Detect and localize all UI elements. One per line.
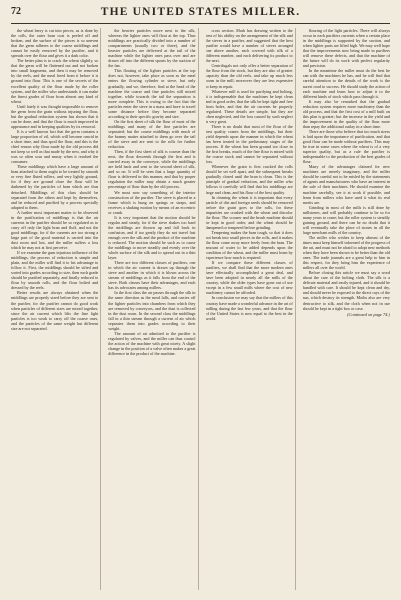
paragraph: A further most important matter to be observed in the purification of middlings is that the air currents in the purifier should be so regulated as to carry off only the light bran and fluff, and not the good middlings; for if the currents are too strong a large part of the good material is carried into the dust room and lost, and the miller suffers a loss which he may not at first perceive. [11,209,99,251]
paragraph: Centrifugals not only offer a better separation of the flour from the stock, but they are also of greater capacity than the old reels, and take up much less room in the mill; moreover they are less expensive to keep in repair. [205,63,293,89]
masthead-title: THE UNITED STATES MILLER. [100,6,301,18]
paragraph: Tempering makes the bran tough, so that it does not break into small pieces in the rolls, and it makes the flour come away more freely from the bran. The amount of water to be added depends upon the condition of the wheat, and the miller must learn by experience how much is required. [205,229,293,261]
column-2 [108,28,198,590]
paragraph: It may also be remarked that the gradual reduction system requires more machinery than the old process, and that the first cost of a mill built on this plan is greater; but the increase in the yield and the improvement in the quality of the flour more than repay the additional outlay in a short time. [302,98,390,129]
page-header [11,6,390,20]
header-rule [11,23,390,24]
paragraph: In the first class the air passes through the silk in the same direction as the meal falls, and carries off the lighter particles into chambers from which they are removed by conveyors, and the dust is collected in the dust room. In the second class the middlings fall in a thin stream through a current of air which separates them into grades according to their weight. [108,290,196,331]
paragraph: There are two different classes of purifiers, one in which the air current is drawn up through the sieve and another in which it is blown across the stream of middlings as it falls from the end of the sieve. Both classes have their advantages, and each has its advocates among millers. [108,260,196,291]
paragraph: Grinding in most of the mills is still done by millstones, and will probably continue to be so for many years to come; but the roller system is steadily gaining ground, and there can be no doubt that it will eventually take the place of stones in all the large merchant mills of the country. [302,204,390,235]
paragraph: Many of the advantages claimed for new machines are merely imaginary, and the miller should be careful not to be misled by the statements of agents and manufacturers who have an interest in the sale of their machines. He should examine the machine carefully, see it at work if possible, and learn from millers who have used it what its real merits are. [302,164,390,205]
paragraph: The better plan is to crack the wheat slightly, so that the germ will be flattened out and not broken into small fragments, and then it may be removed by the reels, and the meal freed from it before it is ground into flour. This is one of the secrets of the excellent quality of the flour made by the roller system, and the miller who understands it can make the finest grades of flour from almost any kind of wheat. [11,58,99,104]
page-number: 72 [11,6,21,17]
paragraph: On the first sheet of silk the flour of most of the middlings and many of the fine particles are separated; but the coarse middlings with much of the branny matter attached to them go over the tail of the sieve and are sent to the rolls for further reduction. [108,118,196,150]
article-columns [11,28,390,590]
paragraph: Before closing this article we must say a word about the care of the bolting cloth. The silk is a delicate material and easily injured, and it should be handled with care. It should be kept clean and dry, and should never be exposed to the direct rays of the sun, which destroy its strength. Moths also are very destructive to silk, and the cloth when not in use should be kept in a tight box or case. [302,270,390,311]
paragraph: These middlings which have a large amount of bran attached to them ought to be treated by smooth or very fine fluted rollers, and very lightly ground, for if they are ground close the flour will be darkened by the particles of bran which are thus detached. Middlings of this class should be separated from the others and kept by themselves, and be reduced and purified by a process specially adapted to them. [11,164,99,210]
continued-note: (Continued on page 74.) [347,311,390,317]
paragraph: Then, if the first sheet of silk is coarser than the next, the flour descends through the first and is carried away in the conveyor, while the middlings are held back and sent to the second sheet of silk, and so on. It will be seen that a large quantity of flour is delivered in this manner, and that by proper regulation the miller may obtain a much greater percentage of flour than by the old process. [108,149,196,190]
paragraph: There is no doubt that most of the flour of the best quality comes from the middlings, but their yield depends upon the manner in which the wheat has been treated in the preliminary stages of the process. If the wheat has been ground too close in the first breaks, much of the fine flour is mixed with the coarse stock and cannot be separated without loss. [205,123,293,165]
paragraph: If we compare these different classes of purifiers, we shall find that the more modern ones have effectually accomplished a great deal, and have been adopted in nearly all the mills of the country, while the older types have gone out of use except in a few small mills where the cost of new machinery cannot be afforded. [205,260,293,296]
column-3 [206,28,296,590]
paragraph: Whenever the grain is first cracked the rolls should be set well apart, and the subsequent breaks gradually closed until the bran is clean. This is the principle of gradual reduction, and the miller who follows it carefully will find that his middlings are large and clean, and his flour of the best quality. [205,164,293,195]
paragraph: the heavier particles move next to the silk, whereas the lighter ones will float at the top. Thus middlings are practically divided into a number of compartments (usually two or three), and the heavier particles are delivered at the tail of the machine while the lighter ones pass over and are drawn off into the different spouts by the suction of the fan. [108,28,196,69]
paragraph: It is very important that the motion should be regular and steady, for if the sieve shakes too hard the middlings are thrown up and fall back in confusion, and if too gently they do not travel fast enough over the silk and the product of the machine is reduced. The motion should be such as to cause the middlings to move steadily and evenly over the whole surface of the silk and to spread out in a thin layer. [108,214,196,261]
paragraph: Better results are always obtained when the middlings are properly sized before they are sent to the purifier, for the purifier cannot do good work when particles of different sizes are mixed together, since the air current which lifts the fine light particles is too weak to carry off the coarse ones, and the particles of the same weight but different size are not separated. [11,290,99,331]
paragraph: This floating of the lighter particles at the top does not, however, take place as soon as the meal enters the flowing cylinder or sieve, but only gradually, and we, therefore, find at the head of the machine the coarse and fine particles still mixed together, while towards the tail the separation is more complete. This is owing to the fact that the particles enter the sieve in a mass and have to travel some distance before they become separated according to their specific gravity and size. [108,68,196,119]
paragraph: the wheat berry is cut into pieces, as is done by the rolls, the outer bran coat is peeled off and broken, and the surface of the pieces is so uneven that the germ adheres to the coarse middlings and cannot be easily removed by the purifier, and it spreads over the flour and gives it a dark color. [11,28,99,59]
paragraph: Until lately it was thought impossible to remove the germ from the grain without injuring the flour, but the gradual reduction system has shown that it can be done, and that the flour is much improved in appearance and in keeping qualities by its removal. [11,103,99,129]
paragraph: Whatever mill is used for purifying and bolting, it is indispensable that the machines be kept clean and in good order, that the silk be kept tight and free from holes, and that the air currents be properly regulated. These details are simple, but they are often neglected, and the loss caused by such neglect is very great. [205,88,293,124]
paragraph: In the meantime the miller must do the best he can with the machines he has, and he will find that careful attention to the details of the work is the surest road to success. He should study the action of each machine and learn how to adjust it to the different kinds of stock which pass through it. [302,68,390,99]
paragraph: It is a well known fact that the germ contains a large proportion of oil, which will become rancid in a short time, and thus spoil the flour, and this is the chief reason why flour made by the old process did not keep so well as that made by the new, and why it was so often sour and musty when it reached the consumer. [11,128,99,165]
paragraph: In cleaning the wheat it is important that every particle of dirt and foreign seeds should be removed before the grain goes to the rolls, for these impurities are crushed with the wheat and discolor the flour. The scourer and the brush machine should be kept in good order, and the wheat should be dampened or tempered before grinding. [205,194,293,230]
column-4-body [303,28,390,311]
column-4 [303,28,390,590]
paragraph: The miller who wishes to keep abreast of the times must keep himself informed of the progress of the art, and must not be afraid to adopt new methods when they have been shown to be better than the old ones. The trade journals are a great help to him in this respect, for they bring him the experience of millers all over the world. [302,234,390,271]
column-1 [11,28,101,590]
paragraph: There are those who believe that too much stress is laid upon the importance of purification, and that good flour can be made without purifiers. This may be true in some cases where the wheat is of a very superior quality, but as a rule the purifier is indispensable to the production of the best grades of flour. [302,128,390,165]
paragraph: cross section. Mark has drawing written to the best of his ability on the arrangement of the silk and the sieves in a purifier, and suggested that the best purifier would have a number of sieves arranged one above another, each covered with silk of a different number, and each delivering its product to the next. [205,28,293,64]
paragraph: In conclusion we may say that the millers of this country have made a wonderful advance in the art of milling during the last few years, and that the flour of the United States is now equal to the best in the world. [205,295,293,321]
paragraph: The amount of air admitted to the purifier is regulated by valves, and the miller can thus control the action of the machine with great nicety. A slight change in the position of a valve often makes a great difference in the product of the machine. [108,330,196,356]
paragraph: We must now say something of the interior construction of the purifier. The sieve is placed in a frame which is hung on springs or straps, and receives a shaking motion by means of an eccentric or crank. [108,189,196,215]
paragraph: If we examine the gum injurious influence of the middlings, the process of reduction is simple and plain, and the miller will find it to his advantage to follow it. First, the middlings should be sifted and sorted into grades according to size, then each grade should be purified separately, and finally reduced to flour by smooth rolls, and the flour bolted and dressed by the reels. [11,250,99,291]
paragraph: flouring of the light particles. There will always occur in each purifiers currents when a certain place in the middlings is supported by the suction, and when lighter parts are lifted high. We may well hope that the improvements now being made in purifiers will remove these defects, and that the machine of the future will do its work with perfect regularity and precision. [302,28,390,69]
